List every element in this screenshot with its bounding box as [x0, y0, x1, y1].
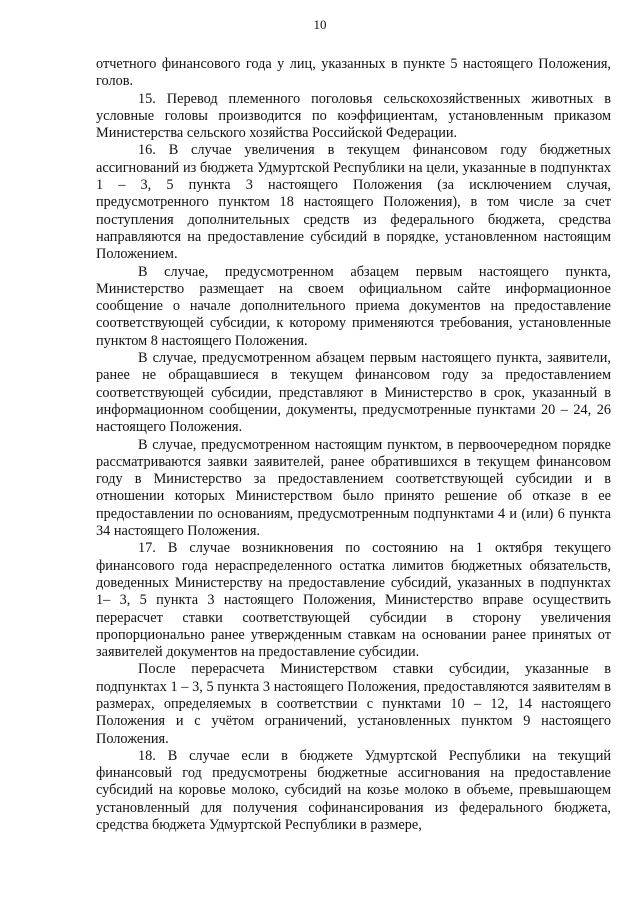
paragraph-item-16-second: В случае, предусмотренном абзацем первым настоящего пункта, Министерство размещает на своем официальном сайте информационное сообщение о начале дополнительного приема документов на предоставление соответствующей субсидии, к которому применяются требования, установленные пунктом 8 настоящего Положения.	[96, 263, 611, 349]
document-body	[96, 56, 611, 834]
paragraph-item-16-third: В случае, предусмотренном абзацем первым настоящего пункта, заявители, ранее не обращавшиеся в текущем финансовом году за предоставлением соответствующей субсидии, представляют в Министерство в срок, указанный в информационном сообщении, документы, предусмотренные пунктами 20 – 24, 26 настоящего Положения.	[96, 350, 611, 436]
page-number: 10	[313, 17, 327, 32]
paragraph-item-15: 15. Перевод племенного поголовья сельскохозяйственных животных в условные головы производится по коэффициентам, установленным приказом Министерства сельского хозяйства Российской Федерации.	[96, 90, 611, 142]
paragraph-item-18: 18. В случае если в бюджете Удмуртской Республики на текущий финансовый год предусмотрены бюджетные ассигнования на предоставление субсидий на коровье молоко, субсидий на козье молоко в объеме, превышающем установленный для получения софинансирования из федерального бюджета, средства бюджета Удмуртской Республики в размере,	[96, 747, 611, 834]
paragraph-continuation: отчетного финансового года у лиц, указанных в пункте 5 настоящего Положения, голов.	[96, 56, 611, 90]
paragraph-item-17: 17. В случае возникновения по состоянию на 1 октября текущего финансового года нераспределенного остатка лимитов бюджетных обязательств, доведенных Министерству на предоставление субсидий, указанных в подпунктах 1– 3, 5 пункта 3 настоящего Положения, Министерство вправе осуществить перерасчет ставки соответствующей субсидии в сторону увеличения пропорционально ранее утвержденным ставкам на основании ранее принятых от заявителей документов на предоставление субсидии.	[96, 540, 611, 661]
paragraph-item-17-second: После перерасчета Министерством ставки субсидии, указанные в подпунктах 1 – 3, 5 пункта 3 настоящего Положения, предоставляются заявителям в размерах, определяемых в соответствии с пунктами 10 – 12, 14 настоящего Положения и с учётом ограничений, установленных пунктом 9 настоящего Положения.	[96, 661, 611, 747]
paragraph-item-16-fourth: В случае, предусмотренном настоящим пунктом, в первоочередном порядке рассматриваются заявки заявителей, ранее обратившихся в текущем финансовом году в Министерство за предоставлением соответствующей субсидии и в отношении которых Министерством было принято решение об отказе в ее предоставлении по основаниям, предусмотренным подпунктами 4 и (или) 6 пункта 34 настоящего Положения.	[96, 436, 611, 540]
paragraph-item-16: 16. В случае увеличения в текущем финансовом году бюджетных ассигнований из бюджета Удмуртской Республики на цели, указанные в подпунктах 1 – 3, 5 пункта 3 настоящего Положения (за исключением случая, предусмотренного пунктом 18 настоящего Положения), в том числе за счет поступления дополнительных средств из федерального бюджета, средства направляются на предоставление субсидий в порядке, установленном настоящим Положением.	[96, 142, 611, 263]
